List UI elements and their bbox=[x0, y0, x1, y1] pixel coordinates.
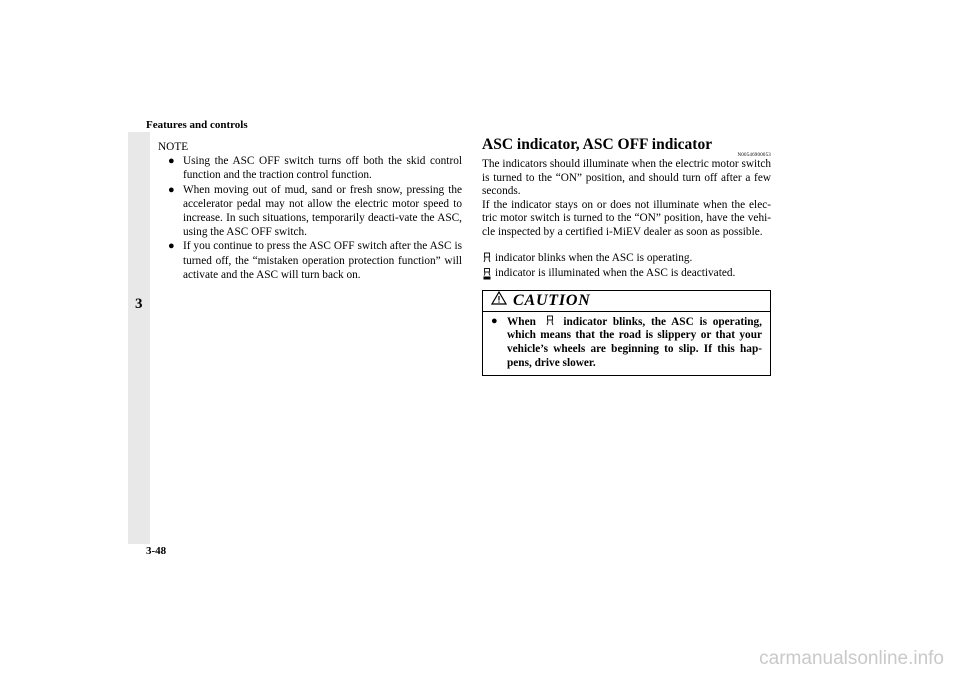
note-item-text: When moving out of mud, sand or fresh snow, pressing the accelerator pedal may not allow the electric motor speed to increase. In such situations, temporarily deacti-vate the ASC, using the ASC OFF switch. bbox=[183, 183, 462, 239]
note-item-text: Using the ASC OFF switch turns off both the skid control function and the traction control function. bbox=[183, 155, 462, 182]
section-paragraph: The indicators should illuminate when the electric motor switch is turned to the “ON” position, and should turn off after a few seconds. bbox=[482, 158, 771, 198]
indicator-text: indicator is illuminated when the ASC is deactivated. bbox=[495, 267, 736, 280]
section-header bbox=[482, 138, 771, 158]
chapter-tab bbox=[128, 132, 150, 544]
note-item bbox=[158, 183, 462, 240]
bullet-icon: ● bbox=[168, 240, 175, 253]
running-head: Features and controls bbox=[146, 119, 248, 131]
section-code: N00546900053 bbox=[737, 153, 771, 158]
bullet-icon: ● bbox=[168, 183, 175, 196]
warning-triangle-icon bbox=[491, 291, 507, 310]
section-paragraph: If the indicator stays on or does not illuminate when the elec-tric motor switch is turned to the “ON” position, have the vehi-cle inspected by a certified i-MiEV dealer as soon as possible. bbox=[482, 198, 771, 238]
caution-header bbox=[483, 291, 770, 312]
indicator-text: indicator blinks when the ASC is operating. bbox=[495, 251, 693, 264]
chapter-number: 3 bbox=[135, 296, 143, 312]
bullet-icon: ● bbox=[491, 314, 498, 327]
note-label: NOTE bbox=[158, 141, 189, 153]
note-block bbox=[158, 140, 462, 282]
note-item bbox=[158, 154, 462, 182]
caution-item bbox=[491, 315, 762, 370]
caution-text-start: When bbox=[507, 315, 536, 328]
asc-section bbox=[482, 138, 771, 376]
bullet-icon: ● bbox=[168, 155, 175, 168]
note-list bbox=[158, 154, 462, 282]
watermark: carmanualsonline.info bbox=[759, 648, 944, 669]
asc-indicator-icon bbox=[545, 315, 555, 327]
caution-body bbox=[483, 312, 770, 375]
asc-indicator-icon bbox=[482, 252, 492, 264]
caution-box bbox=[482, 290, 771, 376]
note-item bbox=[158, 239, 462, 282]
page-number: 3-48 bbox=[146, 545, 167, 557]
caution-title: CAUTION bbox=[513, 291, 591, 309]
note-item-text: If you continue to press the ASC OFF switch after the ASC is turned off, the “mistaken operation protection function” will activate and the ASC will turn back on. bbox=[183, 240, 462, 281]
asc-off-indicator-icon bbox=[482, 268, 492, 280]
indicator-line bbox=[482, 252, 771, 266]
indicator-line bbox=[482, 267, 771, 281]
section-title: ASC indicator, ASC OFF indicator bbox=[482, 136, 713, 153]
caution-text-rest: indicator blinks, the ASC is operating, which means that the road is slippery or that your vehicle’s wheels are beginning to slip. If this hap-pens, drive slower. bbox=[507, 315, 763, 369]
